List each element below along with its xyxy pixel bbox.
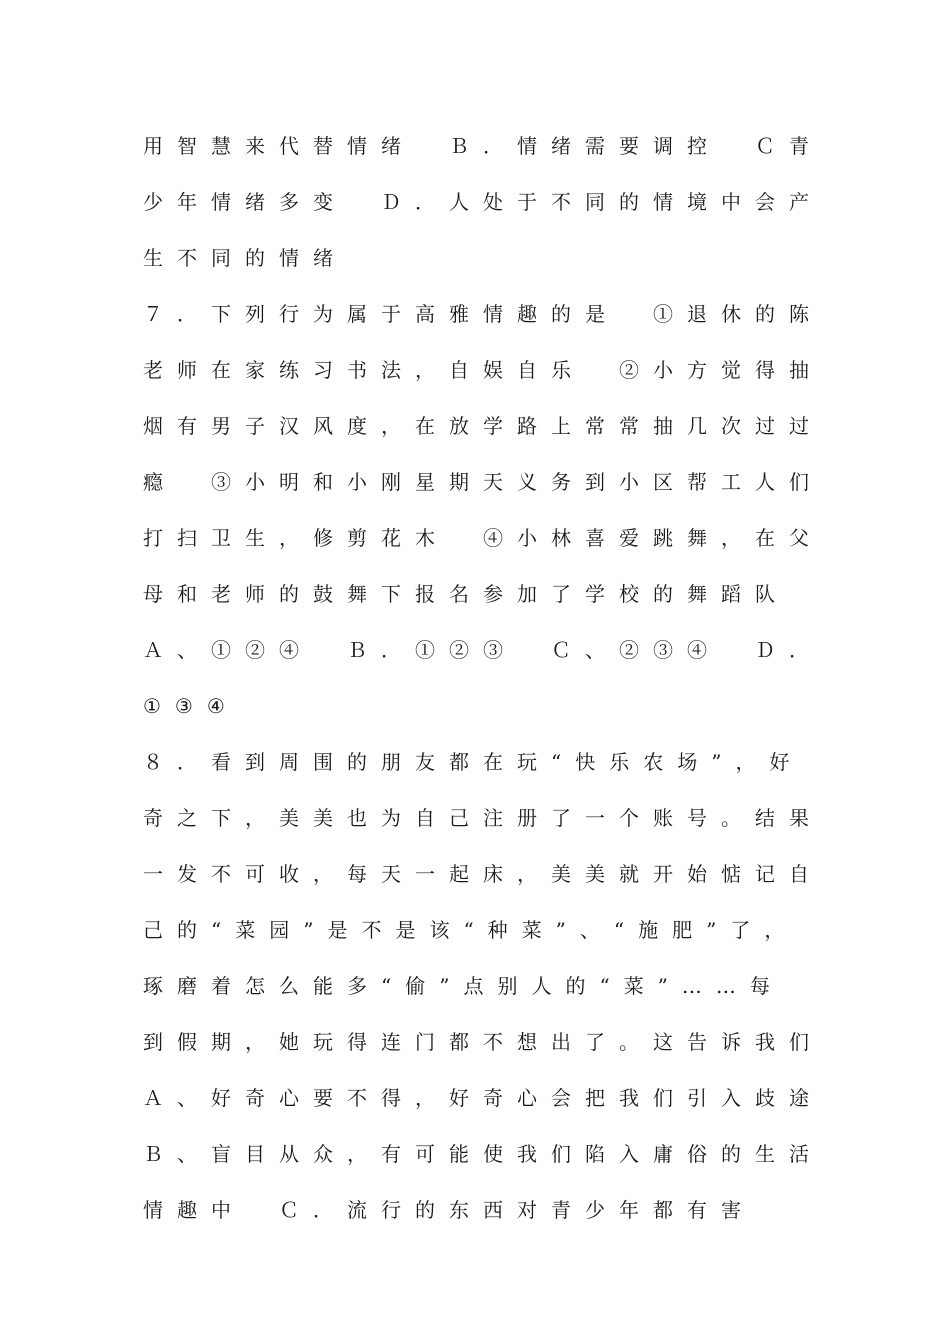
document-page xyxy=(143,118,843,1238)
question-7-line: ７．下列行为属于高雅情趣的是 ①退休的陈 xyxy=(143,302,823,326)
text-line: 瘾 ③小明和小刚星期天义务到小区帮工人们 xyxy=(143,470,823,494)
text-line: 烟有男子汉风度，在放学路上常常抽几次过过 xyxy=(143,414,823,438)
answer-option-c: 情趣中 Ｃ．流行的东西对青少年都有害 xyxy=(143,1198,755,1222)
answer-option-b: Ｂ、盲目从众，有可能使我们陷入庸俗的生活 xyxy=(143,1142,823,1166)
answer-options-line: ①③④ xyxy=(143,694,239,718)
text-line: 琢磨着怎么能多“偷”点别人的“菜”……每 xyxy=(143,974,784,998)
text-line: 母和老师的鼓舞下报名参加了学校的舞蹈队 xyxy=(143,582,789,606)
text-line: 用智慧来代替情绪 Ｂ．情绪需要调控 Ｃ青 xyxy=(143,134,823,158)
text-line: 生不同的情绪 xyxy=(143,246,347,270)
answer-options-line: Ａ、①②④ Ｂ．①②③ Ｃ、②③④ Ｄ． xyxy=(143,638,823,662)
question-8-line: ８．看到周围的朋友都在玩“快乐农场”，好 xyxy=(143,750,804,774)
text-line: 己的“菜园”是不是该“种菜”、“施肥”了， xyxy=(143,918,799,942)
answer-option-a: Ａ、好奇心要不得，好奇心会把我们引入歧途 xyxy=(143,1086,823,1110)
text-line: 少年情绪多变 Ｄ．人处于不同的情境中会产 xyxy=(143,190,823,214)
text-line: 打扫卫生，修剪花木 ④小林喜爱跳舞，在父 xyxy=(143,526,823,550)
text-line: 到假期，她玩得连门都不想出了。这告诉我们 xyxy=(143,1030,823,1054)
text-line: 老师在家练习书法，自娱自乐 ②小方觉得抽 xyxy=(143,358,823,382)
text-line: 一发不可收，每天一起床，美美就开始惦记自 xyxy=(143,862,823,886)
text-line: 奇之下，美美也为自己注册了一个账号。结果 xyxy=(143,806,823,830)
